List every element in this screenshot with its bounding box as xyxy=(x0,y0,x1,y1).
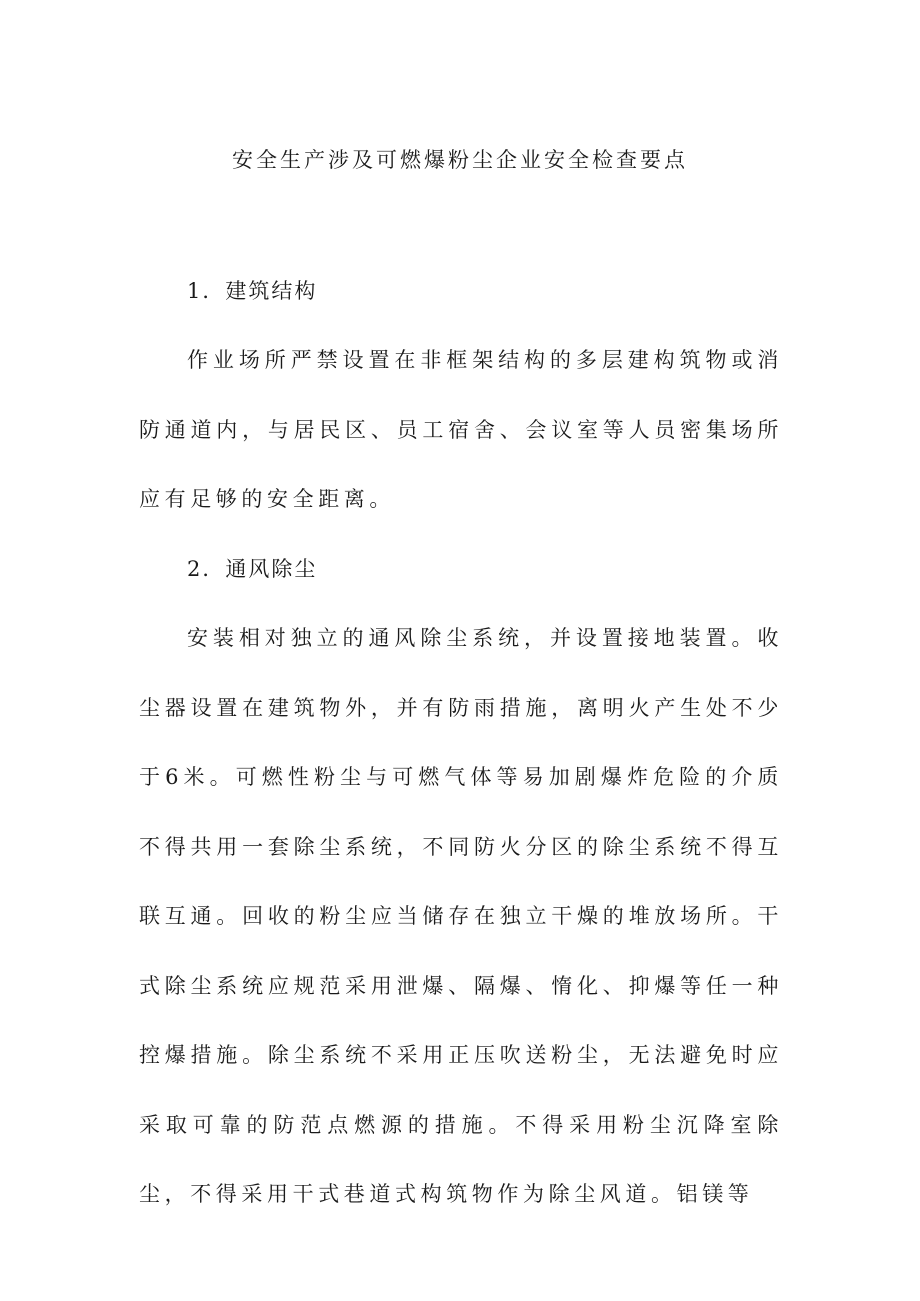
section-paragraph-ventilation-dust-removal: 安装相对独立的通风除尘系统，并设置接地装置。收尘器设置在建筑物外，并有防雨措施，离明火产生处不少于6米。可燃性粉尘与可燃气体等易加剧爆炸危险的介质不得共用一套除尘系统，不同防火分区的除尘系统不得互联互通。回收的粉尘应当储存在独立干燥的堆放场所。干式除尘系统应规范采用泄爆、隔爆、惰化、抑爆等任一种控爆措施。除尘系统不采用正压吹送粉尘，无法避免时应采取可靠的防范点燃源的措施。不得采用粉尘沉降室除尘，不得采用干式巷道式构筑物作为除尘风道。铝镁等 xyxy=(139,626,783,1206)
document-title: 安全生产涉及可燃爆粉尘企业安全检查要点 xyxy=(232,148,688,172)
section-paragraph-building-structure: 作业场所严禁设置在非框架结构的多层建构筑物或消防通道内，与居民区、员工宿舍、会议室等人员密集场所应有足够的安全距离。 xyxy=(139,348,783,511)
section-heading-building-structure: 1．建筑结构 xyxy=(187,279,318,303)
section-heading-ventilation-dust-removal: 2．通风除尘 xyxy=(187,557,318,581)
